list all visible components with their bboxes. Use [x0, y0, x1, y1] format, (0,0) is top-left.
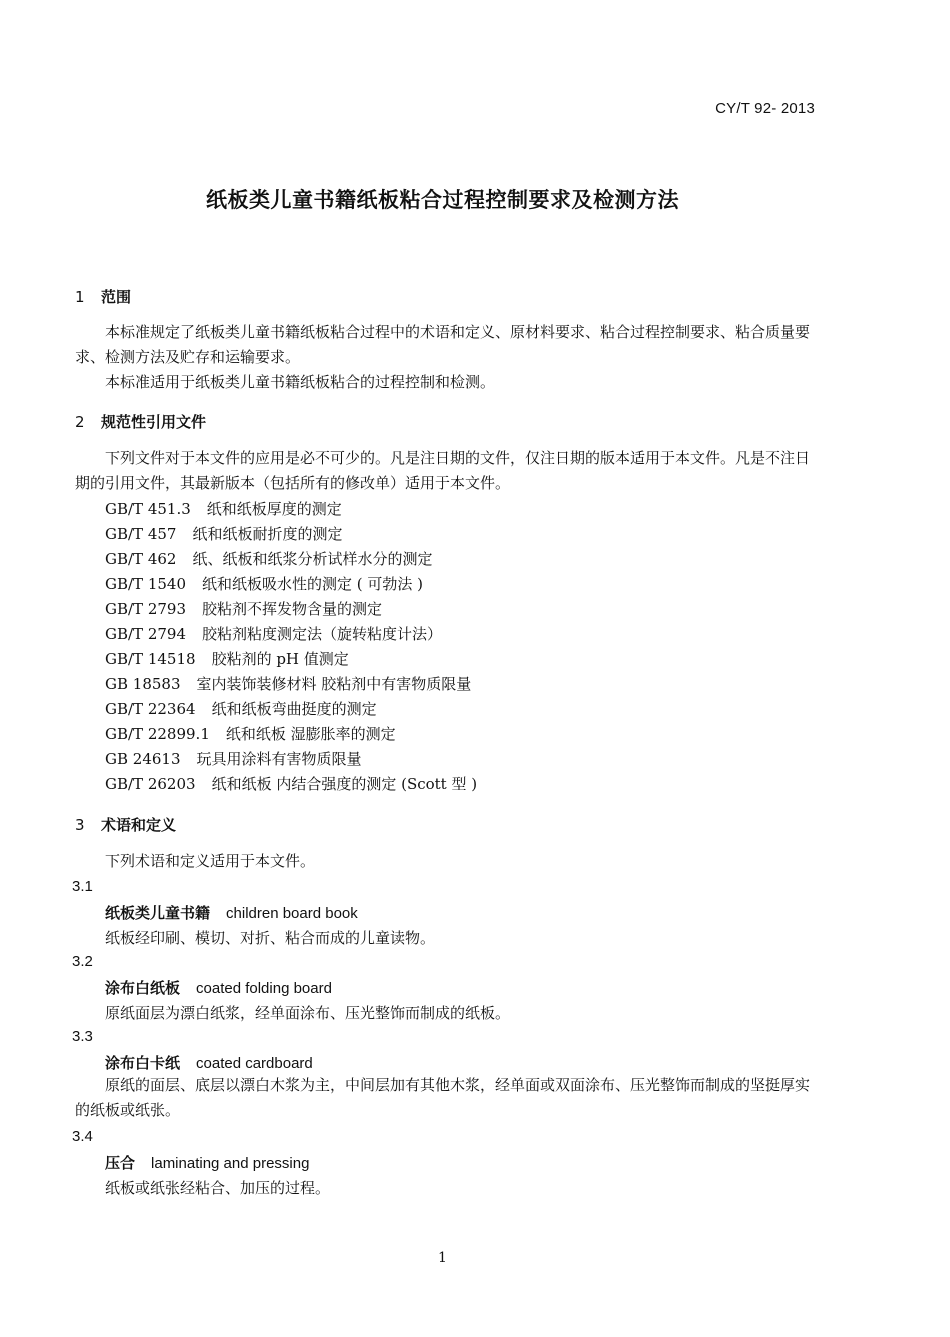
reference-code: GB/T 457 — [105, 525, 177, 543]
reference-item — [105, 723, 396, 744]
reference-code: GB/T 22899.1 — [105, 725, 210, 743]
section-heading-scope — [75, 286, 131, 307]
standard-number: CY/T 92- 2013 — [715, 100, 815, 117]
normative-intro: 下列文件对于本文件的应用是必不可少的。凡是注日期的文件，仅注日期的版本适用于本文件。凡是不注日期的引用文件，其最新版本（包括所有的修改单）适用于本文件。 — [75, 449, 811, 492]
reference-item — [105, 673, 471, 694]
reference-title: 胶粘剂粘度测定法（旋转粘度计法） — [202, 625, 443, 643]
term-chinese: 压合 — [105, 1154, 136, 1172]
reference-title: 玩具用涂料有害物质限量 — [196, 750, 362, 768]
section-number: 2 — [75, 413, 85, 431]
document-title: 纸板类儿童书籍纸板粘合过程控制要求及检测方法 — [206, 188, 679, 212]
reference-code: GB/T 14518 — [105, 650, 196, 668]
term-number: 3.4 — [72, 1128, 93, 1145]
term-definition: 原纸的面层、底层以漂白木浆为主，中间层加有其他木浆，经单面或双面涂布、压光整饰而制成的坚挺厚实的纸板或纸张。 — [75, 1076, 811, 1119]
term-heading — [105, 1152, 309, 1173]
page-number: 1 — [438, 1250, 447, 1266]
term-english: coated folding board — [196, 980, 332, 997]
term-chinese: 纸板类儿童书籍 — [105, 904, 211, 922]
term-heading — [105, 977, 332, 998]
reference-title: 纸和纸板 内结合强度的测定 (Scott 型 ) — [211, 775, 478, 793]
reference-item — [105, 698, 377, 719]
reference-title: 纸和纸板厚度的测定 — [206, 500, 342, 518]
reference-title: 胶粘剂的 pH 值测定 — [211, 650, 349, 668]
term-english: laminating and pressing — [151, 1155, 310, 1172]
term-definition: 原纸面层为漂白纸浆，经单面涂布、压光整饰而制成的纸板。 — [105, 1004, 511, 1022]
reference-title: 室内装饰装修材料 胶粘剂中有害物质限量 — [196, 675, 472, 693]
reference-title: 纸和纸板弯曲挺度的测定 — [211, 700, 377, 718]
reference-code: GB 24613 — [105, 750, 181, 768]
reference-code: GB/T 26203 — [105, 775, 196, 793]
term-definition: 纸板或纸张经粘合、加压的过程。 — [105, 1179, 331, 1197]
term-chinese: 涂布白卡纸 — [105, 1054, 181, 1072]
reference-item — [105, 773, 477, 794]
scope-paragraph: 本标准规定了纸板类儿童书籍纸板粘合过程中的术语和定义、原材料要求、粘合过程控制要求、粘合质量要求、检测方法及贮存和运输要求。 — [75, 323, 811, 366]
reference-item — [105, 648, 349, 669]
reference-item — [105, 523, 342, 544]
scope-applicability: 本标准适用于纸板类儿童书籍纸板粘合的过程控制和检测。 — [105, 373, 496, 391]
term-heading — [105, 902, 358, 923]
reference-title: 胶粘剂不挥发物含量的测定 — [202, 600, 383, 618]
section-title: 术语和定义 — [101, 816, 177, 834]
section-title: 范围 — [101, 288, 132, 306]
reference-code: GB/T 2793 — [105, 600, 187, 618]
reference-title: 纸和纸板吸水性的测定 ( 可勃法 ) — [202, 575, 424, 593]
reference-title: 纸和纸板耐折度的测定 — [192, 525, 343, 543]
reference-title: 纸、纸板和纸浆分析试样水分的测定 — [192, 550, 433, 568]
reference-code: GB/T 1540 — [105, 575, 187, 593]
term-number: 3.1 — [72, 878, 93, 895]
reference-code: GB 18583 — [105, 675, 181, 693]
section-title: 规范性引用文件 — [101, 413, 207, 431]
reference-item — [105, 498, 342, 519]
reference-item — [105, 573, 423, 594]
reference-code: GB/T 2794 — [105, 625, 187, 643]
reference-item — [105, 623, 442, 644]
reference-item — [105, 748, 362, 769]
term-number: 3.2 — [72, 953, 93, 970]
term-definition: 纸板经印刷、模切、对折、粘合而成的儿童读物。 — [105, 929, 436, 947]
term-english: children board book — [226, 905, 358, 922]
section-heading-normative — [75, 411, 206, 432]
section-number: 1 — [75, 288, 85, 306]
section-heading-terms — [75, 814, 176, 835]
reference-code: GB/T 451.3 — [105, 500, 191, 518]
reference-code: GB/T 22364 — [105, 700, 196, 718]
reference-item — [105, 548, 432, 569]
term-number: 3.3 — [72, 1028, 93, 1045]
reference-item — [105, 598, 382, 619]
section-number: 3 — [75, 816, 85, 834]
term-english: coated cardboard — [196, 1055, 313, 1072]
reference-code: GB/T 462 — [105, 550, 177, 568]
reference-title: 纸和纸板 湿膨胀率的测定 — [225, 725, 396, 743]
term-heading — [105, 1052, 313, 1073]
term-chinese: 涂布白纸板 — [105, 979, 181, 997]
terms-intro: 下列术语和定义适用于本文件。 — [105, 852, 316, 870]
